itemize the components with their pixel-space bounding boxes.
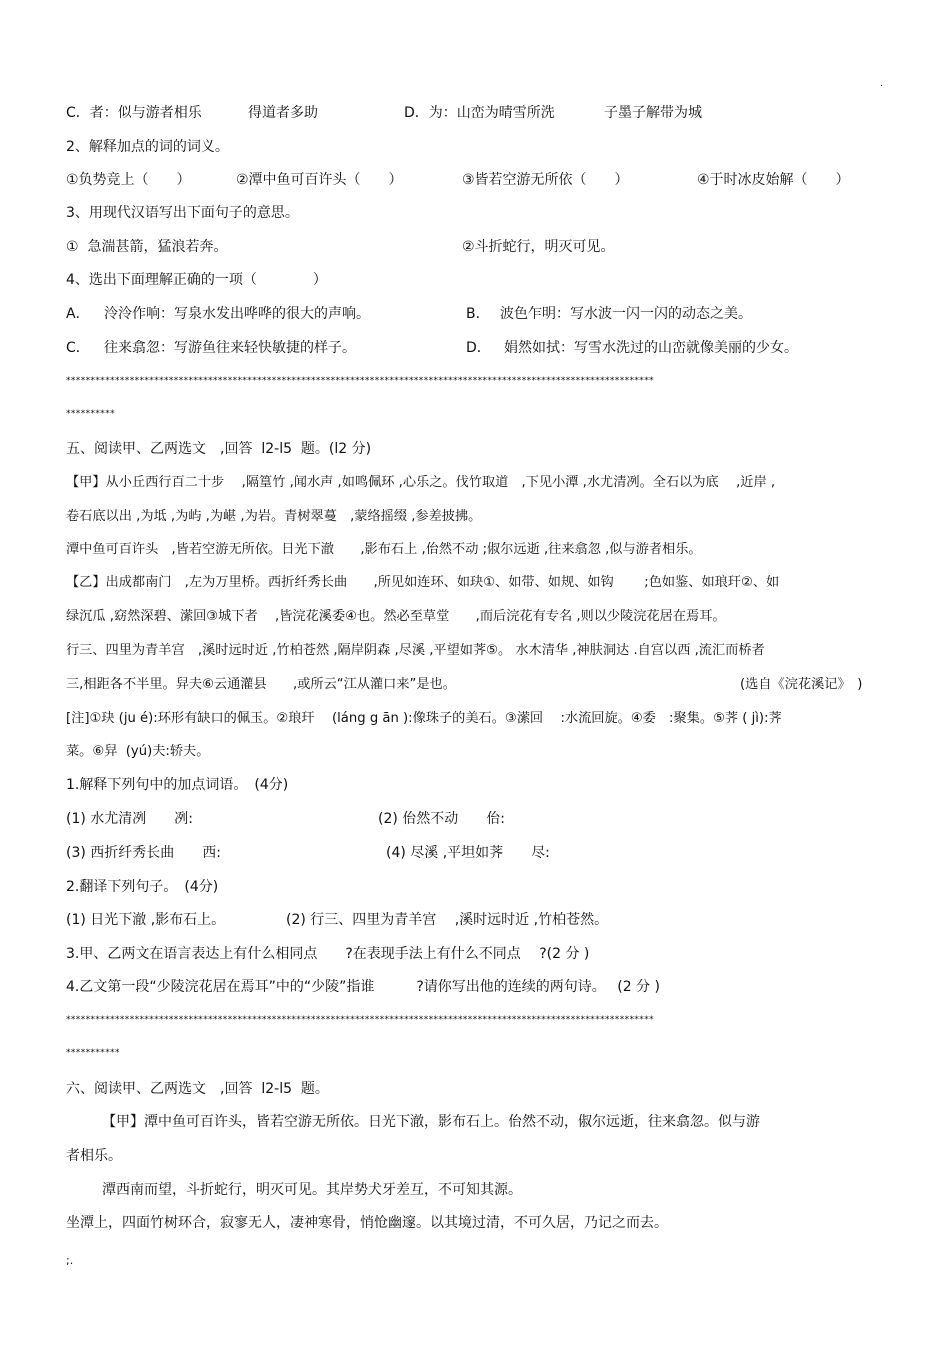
passage-source: (选自《浣花溪记》 ) [740,677,863,692]
question-3-title: 3、用现代汉语写出下面句子的意思。 [66,205,299,221]
separator-stars-2: ************************************************************************************************************************ [66,1015,654,1025]
question-4-a-label: A． [66,306,90,322]
passage-yi-line-3: 行三、四里为青羊宫 ,溪时远时近 ,竹柏苍然 ,隔岸阴森 ,尽溪 ,平望如荠⑤。 水木清华 ,神肤洞达 .自宫以西 ,流汇而桥者 [66,643,765,658]
s6-passage-line-3: 潭西南而望，斗折蛇行，明灭可见。其岸势犬牙差互，不可知其源。 [102,1182,522,1198]
question-4-d: 娟然如拭：写雪水洗过的山峦就像美丽的少女。 [504,340,798,356]
passage-jia-line-2: 卷石底以出 ,为坻 ,为屿 ,为嵁 ,为岩。青树翠蔓 ,蒙络摇缀 ,参差披拂。 [66,509,482,524]
question-2-item-3: ③皆若空游无所依（ ） [462,172,629,188]
separator-stars-tail: ********** [66,409,115,419]
passage-yi-line-1: 【乙】出成都南门 ,左为万里桥。西折纤秀长曲 ,所见如连环、如玦①、如带、如规、如钩 ;色如鉴、如琅玕②、如 [66,575,780,590]
s5-question-1-item-4: (4) 尽溪 ,平坦如荠 尽: [386,845,550,861]
option-d: D．为：山峦为晴雪所洗 [404,105,555,121]
section-5-title: 五、阅读甲、乙两选文 ,回答 l2-l5 题。(l2 分) [66,441,372,457]
s6-passage-line-1: 【甲】潭中鱼可百许头，皆若空游无所依。日光下澈，影布石上。佁然不动，俶尔远逝，往来翕忽。似与游 [102,1114,760,1130]
s5-question-2: 2.翻译下列句子。 (4分) [66,879,219,895]
s5-question-1-item-3: (3) 西折纤秀长曲 西: [66,845,221,861]
passage-yi-line-2: 绿沉瓜 ,窈然深碧、潆回③城下者 ,皆浣花溪委④也。然必至草堂 ,而后浣花有专名 ,则以少陵浣花居在焉耳。 [66,609,726,624]
separator-stars-2-tail: *********** [66,1048,120,1058]
question-3-item-2: ②斗折蛇行，明灭可见。 [462,239,615,255]
option-d-example: 子墨子解带为城 [604,105,702,121]
section-6-title: 六、阅读甲、乙两选文 ,回答 l2-l5 题。 [66,1081,329,1097]
footer-mark: ;. [66,1254,74,1267]
notes-line-1: [注]①玦 (ju é):环形有缺口的佩玉。②琅玕 (láng g ān ):像珠子的美石。③潆回 :水流回旋。④委 :聚集。⑤荠 ( jì):荠 [66,711,782,726]
question-4-c-label: C． [66,340,90,356]
passage-yi-line-4: 三,相距各不半里。舁夫⑥云通灌县 ,或所云“江从灌口来”是也。 [66,677,456,692]
question-4-b-label: B． [466,306,490,322]
question-4-b: 波色乍明：写水波一闪一闪的动态之美。 [500,306,752,322]
question-4-title: 4、选出下面理解正确的一项（ ） [66,272,327,288]
s5-question-2-item-1: (1) 日光下澈 ,影布石上。 [66,912,226,928]
question-4-c: 往来翕忽：写游鱼往来轻快敏捷的样子。 [104,340,356,356]
s5-question-1-item-2: (2) 佁然不动 佁: [378,811,505,827]
question-3-item-1: ① 急湍甚箭，猛浪若奔。 [66,239,228,255]
s6-passage-line-4: 坐潭上，四面竹树环合，寂寥无人，凄神寒骨，悄怆幽邃。以其境过清，不可久居，乃记之而去。 [66,1215,668,1231]
s6-passage-line-2: 者相乐。 [66,1148,122,1164]
question-2-item-2: ②潭中鱼可百许头（ ） [236,172,403,188]
question-2-item-4: ④于时冰皮始解（ ） [697,172,850,188]
s5-question-1: 1.解释下列句中的加点词语。 (4分) [66,777,289,793]
option-c: C．者：似与游者相乐 [66,105,202,121]
notes-line-2: 菜。⑥舁 (yú)夫:轿夫。 [66,744,210,759]
s5-question-2-item-2: (2) 行三、四里为青羊宫 ,溪时远时近 ,竹柏苍然。 [286,912,609,928]
passage-jia-line-1: 【甲】从小丘西行百二十步 ,隔篁竹 ,闻水声 ,如鸣佩环 ,心乐之。伐竹取道 ,下见小潭 ,水尤清冽。全石以为底 ,近岸 , [66,475,776,490]
passage-jia-line-3: 潭中鱼可百许头 ,皆若空游无所依。日光下澈 ,影布石上 ,佁然不动 ;俶尔远逝 ,往来翕忽 ,似与游者相乐。 [66,542,702,557]
s5-question-3: 3.甲、乙两文在语言表达上有什么相同点 ?在表现手法上有什么不同点 ?(2 分 ) [66,946,590,962]
question-4-a: 泠泠作响：写泉水发出哗哗的很大的声响。 [104,306,370,322]
question-2-title: 2、解释加点的词的词义。 [66,139,229,155]
option-c-example: 得道者多助 [248,105,318,121]
s5-question-4: 4.乙文第一段“少陵浣花居在焉耳”中的“少陵”指谁 ?请你写出他的连续的两句诗。 (2 分 ) [66,979,660,995]
question-2-item-1: ①负势竞上（ ） [66,172,191,188]
corner-mark: . [880,78,884,89]
separator-stars: ************************************************************************************************************************ [66,376,654,386]
question-4-d-label: D． [466,340,491,356]
s5-question-1-item-1: (1) 水尤清冽 冽: [66,811,193,827]
